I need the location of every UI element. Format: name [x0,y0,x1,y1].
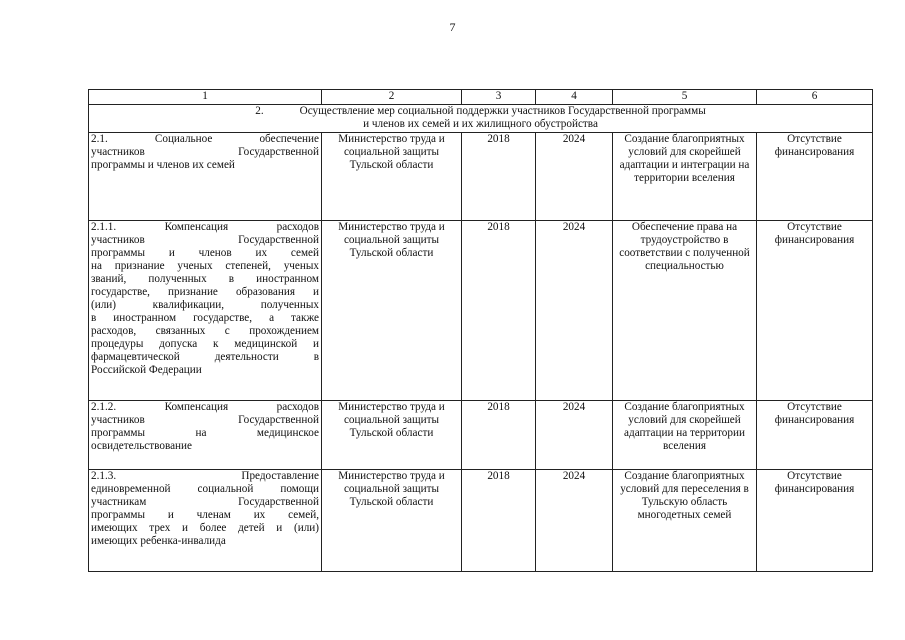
start-year-cell: 2018 [462,133,536,221]
expected-result-cell: Создание благоприятных условий для переселения в Тульскую область многодетных семей [613,470,757,572]
page-number: 7 [449,20,456,34]
column-number: 6 [757,90,873,105]
executor-cell: Министерство труда и социальной защиты Тульской области [322,133,462,221]
description-line: процедуры допуска к медицинской и [91,338,319,350]
description-line: 2.1.1. Компенсация расходов [91,221,319,233]
description-line: в иностранном государстве, а также [91,312,319,324]
section-title-line-2: и членов их семей и их жилищного обустройства [363,117,598,130]
column-number-row [89,90,873,105]
description-line: программы и членов их семей [91,247,319,259]
column-number: 4 [536,90,613,105]
funding-cell: Отсутствие финансирования [757,221,873,401]
table-row [89,470,873,572]
activity-description [89,133,322,221]
funding-cell: Отсутствие финансирования [757,470,873,572]
description-line: программы на медицинское [91,427,319,439]
table-row [89,221,873,401]
executor-cell: Министерство труда и социальной защиты Тульской области [322,470,462,572]
description-line: расходов, связанных с прохождением [91,325,319,337]
program-table [88,89,873,572]
description-line: званий, полученных в иностранном [91,273,319,285]
activity-description [89,470,322,572]
description-line: программы и членов их семей [91,159,235,171]
column-number: 1 [89,90,322,105]
description-line: 2.1.3. Предоставление [91,470,319,482]
expected-result-cell: Обеспечение права на трудоустройство в соответствии с полученной специальностью [613,221,757,401]
expected-result-cell: Создание благоприятных условий для скорейшей адаптации на территории вселения [613,401,757,470]
description-line: имеющих ребенка-инвалида [91,535,226,547]
column-number: 2 [322,90,462,105]
activity-description [89,221,322,401]
end-year-cell: 2024 [536,401,613,470]
description-line: программы и членам их семей, [91,509,319,521]
funding-cell: Отсутствие финансирования [757,133,873,221]
section-title-cell [89,105,873,133]
start-year-cell: 2018 [462,221,536,401]
description-line: фармацевтической деятельности в [91,351,319,363]
section-title: Осуществление мер социальной поддержки участников Государственной программы [299,105,706,117]
executor-cell: Министерство труда и социальной защиты Тульской области [322,401,462,470]
description-line: (или) квалификации, полученных [91,299,319,311]
section-title-line-1 [91,105,870,118]
description-line: участников Государственной [91,414,319,426]
column-number: 3 [462,90,536,105]
description-line: участников Государственной [91,146,319,158]
description-line: 2.1. Социальное обеспечение [91,133,319,145]
funding-cell: Отсутствие финансирования [757,401,873,470]
description-line: 2.1.2. Компенсация расходов [91,401,319,413]
description-line: имеющих трех и более детей и (или) [91,522,319,534]
activity-description [89,401,322,470]
description-line: освидетельствование [91,440,192,452]
executor-cell: Министерство труда и социальной защиты Тульской области [322,221,462,401]
description-line: единовременной социальной помощи [91,483,319,495]
description-line: государстве, признание образования и [91,286,319,298]
end-year-cell: 2024 [536,221,613,401]
description-line: на признание ученых степеней, ученых [91,260,319,272]
start-year-cell: 2018 [462,470,536,572]
section-number: 2. [255,105,264,117]
table-row [89,133,873,221]
end-year-cell: 2024 [536,133,613,221]
end-year-cell: 2024 [536,470,613,572]
description-line: Российской Федерации [91,364,202,376]
table-row [89,401,873,470]
description-line: участников Государственной [91,234,319,246]
column-number: 5 [613,90,757,105]
expected-result-cell: Создание благоприятных условий для скорейшей адаптации и интеграции на территории вселения [613,133,757,221]
section-header-row [89,105,873,133]
start-year-cell: 2018 [462,401,536,470]
description-line: участникам Государственной [91,496,319,508]
